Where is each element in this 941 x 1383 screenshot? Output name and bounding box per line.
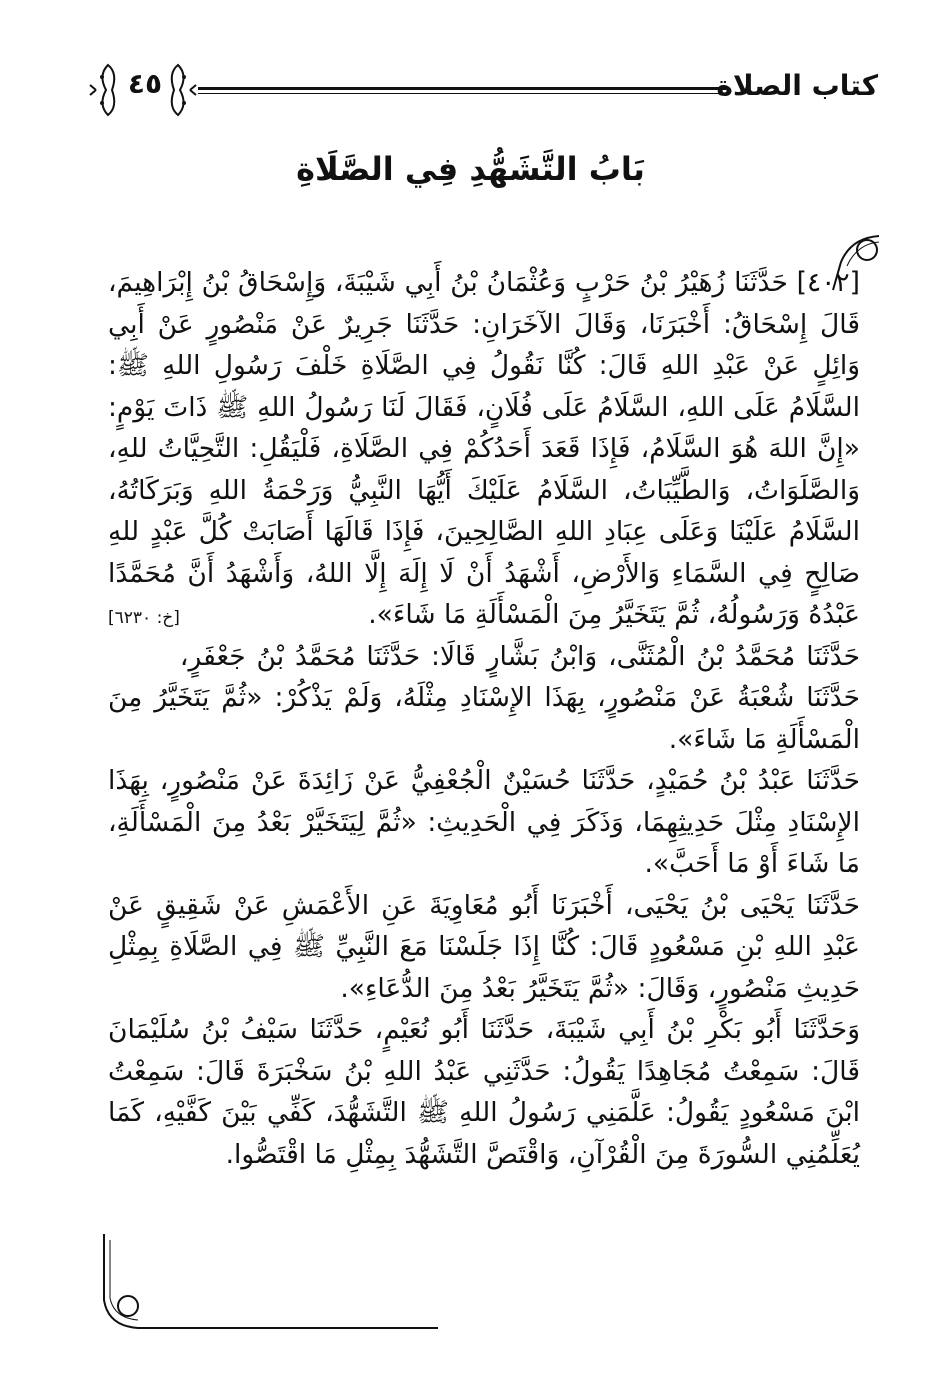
hadith-paragraph <box>108 262 860 636</box>
page-number-ornament <box>88 55 198 125</box>
hadith-paragraph: وَحَدَّثَنَا أَبُو بَكْرِ بْنُ أَبِي شَيْبَةَ، حَدَّثَنَا أَبُو نُعَيْمٍ، حَدَّثَنَا سَيْفُ بْنُ سُلَيْمَانَ قَالَ: سَمِعْتُ مُجَاهِدًا يَقُولُ: حَدَّثَنِي عَبْدُ اللهِ بْنُ سَخْبَرَةَ قَالَ: سَمِعْتُ ابْنَ مَسْعُودٍ يَقُولُ: عَلَّمَنِي رَسُولُ اللهِ ﷺ التَّشَهُّدَ، كَفِّي بَيْنَ كَفَّيْهِ، كَمَا يُعَلِّمُنِي السُّورَةَ مِنَ الْقُرْآنِ، وَاقْتَصَّ التَّشَهُّدَ بِمِثْلِ مَا اقْتَصُّوا. <box>108 1014 860 1170</box>
chapter-title: بَابُ التَّشَهُّدِ فِي الصَّلَاةِ <box>296 150 645 188</box>
hadith-text-block <box>108 262 860 1175</box>
hadith-paragraph: حَدَّثَنَا مُحَمَّدُ بْنُ الْمُثَنَّى، وَابْنُ بَشَّارٍ قَالَا: حَدَّثَنَا مُحَمَّدُ بْنُ جَعْفَرٍ، حَدَّثَنَا شُعْبَةُ عَنْ مَنْصُورٍ، بِهَذَا الإِسْنَادِ مِثْلَهُ، وَلَمْ يَذْكُرْ: «ثُمَّ يَتَخَيَّرُ مِنَ الْمَسْأَلَةِ مَا شَاءَ». <box>108 640 860 755</box>
header-rule <box>198 87 728 90</box>
page-number: ٤٥ <box>127 67 163 100</box>
page-header <box>88 55 878 125</box>
paragraph-text: [٤٠٢] حَدَّثَنَا زُهَيْرُ بْنُ حَرْبٍ وَعُثْمَانُ بْنُ أَبِي شَيْبَةَ، وَإِسْحَاقُ بْنُ إِبْرَاهِيمَ، قَالَ إِسْحَاقُ: أَخْبَرَنَا، وَقَالَ الآخَرَانِ: حَدَّثَنَا جَرِيرٌ عَنْ مَنْصُورٍ عَنْ أَبِي وَائِلٍ عَنْ عَبْدِ اللهِ قَالَ: كُنَّا نَقُولُ فِي الصَّلَاةِ خَلْفَ رَسُولِ اللهِ ﷺ: السَّلَامُ عَلَى اللهِ، السَّلَامُ عَلَى فُلَانٍ، فَقَالَ لَنَا رَسُولُ اللهِ ﷺ ذَاتَ يَوْمٍ: «إِنَّ اللهَ هُوَ السَّلَامُ، فَإِذَا قَعَدَ أَحَدُكُمْ فِي الصَّلَاةِ، فَلْيَقُلِ: التَّحِيَّاتُ للهِ، وَالصَّلَوَاتُ، وَالطَّيِّبَاتُ، السَّلَامُ عَلَيْكَ أَيُّهَا النَّبِيُّ وَرَحْمَةُ اللهِ وَبَرَكَاتُهُ، السَّلَامُ عَلَيْنَا وَعَلَى عِبَادِ اللهِ الصَّالِحِينَ، فَإِذَا قَالَهَا أَصَابَتْ كُلَّ عَبْدٍ للهِ صَالِحٍ فِي السَّمَاءِ وَالأَرْضِ، أَشْهَدُ أَنْ لَا إِلَهَ إِلَّا اللهُ، وَأَشْهَدُ أَنَّ مُحَمَّدًا عَبْدُهُ وَرَسُولُهُ، ثُمَّ يَتَخَيَّرُ مِنَ الْمَسْأَلَةِ مَا شَاءَ». <box>108 267 860 630</box>
running-title: كتاب الصلاة <box>716 69 878 102</box>
hadith-paragraph: حَدَّثَنَا عَبْدُ بْنُ حُمَيْدٍ، حَدَّثَنَا حُسَيْنٌ الْجُعْفِيُّ عَنْ زَائِدَةَ عَنْ مَنْصُورٍ، بِهَذَا الإِسْنَادِ مِثْلَ حَدِيثِهِمَا، وَذَكَرَ فِي الْحَدِيثِ: «ثُمَّ لِيَتَخَيَّرْ بَعْدُ مِنَ الْمَسْأَلَةِ، مَا شَاءَ أَوْ مَا أَحَبَّ». <box>108 765 860 879</box>
header-rule-thin <box>198 93 728 94</box>
hadith-paragraph: حَدَّثَنَا يَحْيَى بْنُ يَحْيَى، أَخْبَرَنَا أَبُو مُعَاوِيَةَ عَنِ الأَعْمَشِ عَنْ شَقِيقٍ عَنْ عَبْدِ اللهِ بْنِ مَسْعُودٍ قَالَ: كُنَّا إِذَا جَلَسْنَا مَعَ النَّبِيِّ ﷺ فِي الصَّلَاةِ بِمِثْلِ حَدِيثِ مَنْصُورٍ، وَقَالَ: «ثُمَّ يَتَخَيَّرُ بَعْدُ مِنَ الدُّعَاءِ». <box>108 889 860 1004</box>
bottom-corner-ornament-icon <box>98 1230 438 1340</box>
cross-reference: [خ: ٦٢٣٠] <box>108 608 180 628</box>
